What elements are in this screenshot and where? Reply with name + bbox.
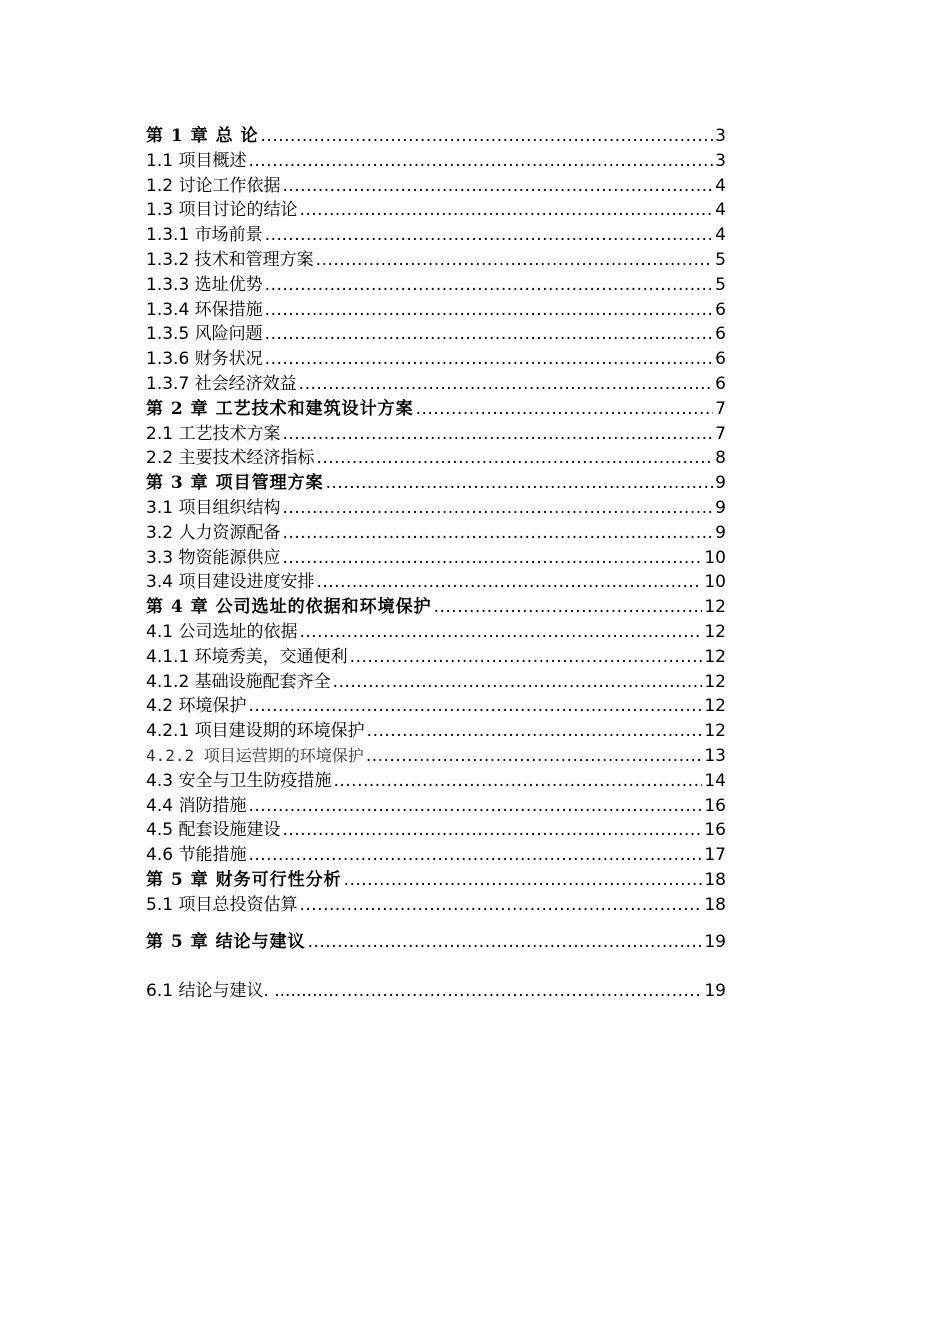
dot-leader (265, 298, 714, 323)
toc-entry-page: 12 (704, 597, 726, 618)
toc-entry-page: 9 (715, 473, 726, 494)
toc-entry-title: 3.1 项目组织结构 (146, 497, 281, 518)
toc-entry-title: 4.4 消防措施 (146, 795, 247, 816)
toc-entry[interactable] (146, 521, 726, 546)
toc-entry[interactable] (146, 149, 726, 174)
dot-leader (416, 397, 714, 422)
toc-entry[interactable] (146, 124, 726, 149)
toc-entry-page: 3 (715, 126, 726, 146)
dot-leader (248, 149, 713, 174)
toc-entry[interactable] (146, 769, 726, 794)
toc-entry-title: 5.1 项目总投资估算 (146, 894, 298, 915)
toc-entry[interactable] (146, 223, 726, 248)
dot-leader (434, 595, 703, 620)
toc-entry-page: 16 (704, 820, 726, 841)
toc-entry[interactable] (146, 298, 726, 323)
table-of-contents (146, 124, 726, 1004)
dot-leader (316, 446, 713, 471)
toc-entry[interactable] (146, 794, 726, 819)
toc-entry-title: 4.3 安全与卫生防疫措施 (146, 770, 332, 791)
dot-leader (282, 818, 702, 843)
toc-entry[interactable] (146, 198, 726, 223)
toc-entry-page: 14 (704, 770, 726, 791)
toc-entry[interactable] (146, 670, 726, 695)
toc-entry-title: 4.2.1 项目建设期的环境保护 (146, 721, 365, 742)
dot-leader (350, 645, 703, 670)
toc-entry-page: 9 (715, 497, 726, 518)
dot-leader (282, 521, 713, 546)
toc-entry[interactable] (146, 620, 726, 645)
dot-leader (316, 248, 714, 273)
toc-entry-page: 4 (715, 200, 726, 221)
dot-leader (326, 471, 714, 496)
dot-leader (282, 422, 713, 447)
toc-entry-title: 1.2 讨论工作依据 (146, 175, 281, 196)
dot-leader (248, 794, 702, 819)
dot-leader (366, 744, 703, 769)
dot-leader (333, 670, 703, 695)
dot-leader (265, 223, 714, 248)
toc-entry[interactable] (146, 868, 726, 893)
toc-entry[interactable] (146, 546, 726, 571)
toc-entry-title: 1.3.4 环保措施 (146, 299, 263, 320)
toc-entry[interactable] (146, 818, 726, 843)
toc-entry[interactable] (146, 930, 726, 955)
toc-entry-page: 5 (715, 249, 726, 270)
toc-entry-page: 7 (715, 398, 726, 419)
dot-leader (265, 273, 714, 298)
toc-entry[interactable] (146, 397, 726, 422)
toc-entry[interactable] (146, 347, 726, 372)
toc-entry-title: 1.3.2 技术和管理方案 (146, 249, 314, 270)
toc-entry-title: 1.3.6 财务状况 (146, 349, 263, 370)
toc-entry-title: 4.5 配套设施建设 (146, 820, 281, 841)
toc-entry-title: 2.2 主要技术经济指标 (146, 448, 315, 469)
toc-entry-page: 13 (704, 745, 726, 766)
toc-entry-page: 4 (715, 225, 726, 246)
toc-entry-page: 8 (715, 448, 726, 469)
toc-entry-title: 第 2 章 工艺技术和建筑设计方案 (146, 398, 414, 419)
toc-entry-title: 2.1 工艺技术方案 (146, 423, 281, 444)
toc-entry-page: 16 (704, 795, 726, 816)
toc-entry-title: 3.4 项目建设进度安排 (146, 572, 315, 593)
toc-entry-page: 6 (715, 324, 726, 345)
toc-entry-page: 12 (704, 696, 726, 717)
dot-leader (299, 893, 702, 918)
toc-entry-title: 4.1 公司选址的依据 (146, 621, 298, 642)
toc-entry-page: 19 (704, 981, 726, 1002)
dot-leader (282, 174, 713, 199)
toc-entry-page: 12 (704, 621, 726, 642)
dot-leader (299, 620, 702, 645)
toc-entry-page: 18 (704, 894, 726, 915)
toc-entry-title: 4.1.2 基础设施配套齐全 (146, 671, 331, 692)
dot-leader (308, 930, 703, 955)
toc-entry[interactable] (146, 422, 726, 447)
toc-entry[interactable] (146, 893, 726, 918)
toc-entry-title: 第 5 章 财务可行性分析 (146, 869, 342, 890)
toc-entry-title: 1.1 项目概述 (146, 150, 247, 171)
dot-leader (316, 570, 702, 595)
toc-entry[interactable] (146, 471, 726, 496)
toc-entry-page: 6 (715, 299, 726, 320)
toc-entry[interactable] (146, 694, 726, 719)
toc-entry-title: 4.6 节能措施 (146, 845, 247, 866)
toc-entry-title: 1.3.5 风险问题 (146, 324, 263, 345)
toc-entry-title: 1.3 项目讨论的结论 (146, 200, 298, 221)
toc-entry[interactable] (146, 595, 726, 620)
toc-entry-page: 19 (704, 931, 726, 952)
toc-entry[interactable] (146, 446, 726, 471)
toc-entry-title: 第 5 章 结论与建议 (146, 931, 306, 952)
toc-entry-page: 6 (715, 373, 726, 394)
toc-entry-title: 1.3.1 市场前景 (146, 225, 263, 246)
dot-leader (248, 694, 702, 719)
toc-entry-page: 18 (704, 869, 726, 890)
dot-leader (299, 372, 714, 397)
toc-entry[interactable] (146, 645, 726, 670)
dot-leader (367, 719, 703, 744)
dot-leader (282, 546, 702, 571)
toc-entry[interactable] (146, 719, 726, 744)
toc-entry-title: 1.3.7 社会经济效益 (146, 373, 297, 394)
dot-leader (299, 198, 713, 223)
toc-entry[interactable] (146, 248, 726, 273)
toc-entry-page: 12 (704, 721, 726, 742)
toc-entry-title: 6.1 结论与建议. ............ (146, 981, 340, 1002)
toc-entry-page: 10 (704, 547, 726, 568)
dot-leader (265, 347, 714, 372)
toc-entry-page: 17 (704, 845, 726, 866)
toc-entry-page: 10 (704, 572, 726, 593)
toc-entry[interactable] (146, 843, 726, 868)
toc-entry-title: 1.3.3 选址优势 (146, 274, 263, 295)
toc-entry[interactable] (146, 174, 726, 199)
toc-entry[interactable] (146, 496, 726, 521)
toc-entry-page: 6 (715, 349, 726, 370)
dot-leader (333, 769, 702, 794)
toc-entry[interactable] (146, 322, 726, 347)
toc-entry-title: 4.2.2 项目运营期的环境保护 (146, 745, 364, 765)
toc-entry[interactable] (146, 372, 726, 397)
dot-leader (341, 979, 702, 1004)
toc-entry-page: 12 (704, 671, 726, 692)
toc-entry-page: 5 (715, 274, 726, 295)
toc-entry-page: 12 (704, 646, 726, 667)
toc-entry[interactable] (146, 744, 726, 769)
toc-entry-title: 4.2 环境保护 (146, 696, 247, 717)
dot-leader (261, 124, 714, 149)
toc-entry-title: 3.2 人力资源配备 (146, 522, 281, 543)
toc-entry-title: 第 3 章 项目管理方案 (146, 473, 324, 494)
toc-entry-page: 9 (715, 522, 726, 543)
toc-entry-page: 7 (715, 423, 726, 444)
toc-entry-page: 3 (715, 150, 726, 171)
toc-entry[interactable] (146, 979, 726, 1004)
toc-entry-page: 4 (715, 175, 726, 196)
toc-entry-title: 第 4 章 公司选址的依据和环境保护 (146, 597, 432, 618)
dot-leader (248, 843, 702, 868)
toc-entry-title: 3.3 物资能源供应 (146, 547, 281, 568)
dot-leader (265, 322, 714, 347)
dot-leader (344, 868, 703, 893)
toc-entry[interactable] (146, 273, 726, 298)
toc-entry-title: 第 1 章 总 论 (146, 126, 259, 146)
dot-leader (282, 496, 713, 521)
toc-entry[interactable] (146, 570, 726, 595)
toc-entry-title: 4.1.1 环境秀美，交通便利 (146, 646, 348, 667)
